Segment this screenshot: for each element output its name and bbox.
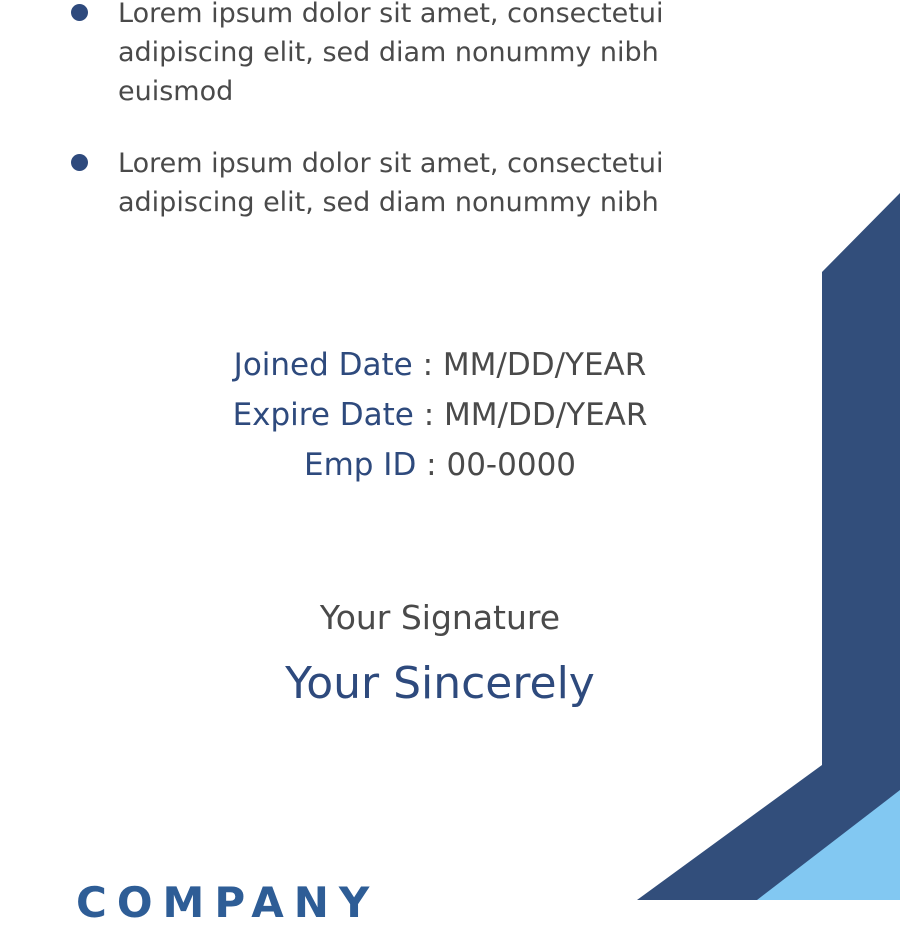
bullet-dot: [71, 4, 88, 21]
emp-id-label: Emp ID: [303, 447, 417, 483]
company-name: COMPANY: [76, 878, 380, 927]
expire-date-separator: :: [413, 397, 445, 433]
bullet-item: [118, 0, 818, 111]
signature-name: Your Sincerely: [285, 658, 595, 709]
emp-id-separator: :: [416, 447, 447, 483]
bullet-line: adipiscing elit, sed diam nonummy nibh: [118, 187, 659, 218]
joined-date-value: MM/DD/YEAR: [442, 347, 647, 383]
emp-id-row: [0, 440, 880, 490]
expire-date-row: [0, 390, 880, 440]
bullet-line: euismod: [118, 76, 234, 107]
joined-date-label: Joined Date: [233, 347, 413, 383]
joined-date-row: [0, 340, 880, 390]
signature-block: [0, 592, 880, 714]
employee-info: [0, 340, 880, 490]
bullet-line: Lorem ipsum dolor sit amet, consectetui: [118, 0, 664, 29]
emp-id-value: 00-0000: [446, 447, 577, 483]
bullet-dot: [71, 154, 88, 171]
bullet-line: adipiscing elit, sed diam nonummy nibh: [118, 37, 659, 68]
joined-date-separator: :: [412, 347, 443, 383]
expire-date-label: Expire Date: [232, 397, 414, 433]
navy-band-shape: [637, 193, 900, 900]
signature-label: Your Signature: [319, 598, 561, 637]
bullet-item: [118, 144, 818, 222]
bullet-line: Lorem ipsum dolor sit amet, consectetui: [118, 148, 664, 179]
expire-date-value: MM/DD/YEAR: [444, 397, 648, 433]
